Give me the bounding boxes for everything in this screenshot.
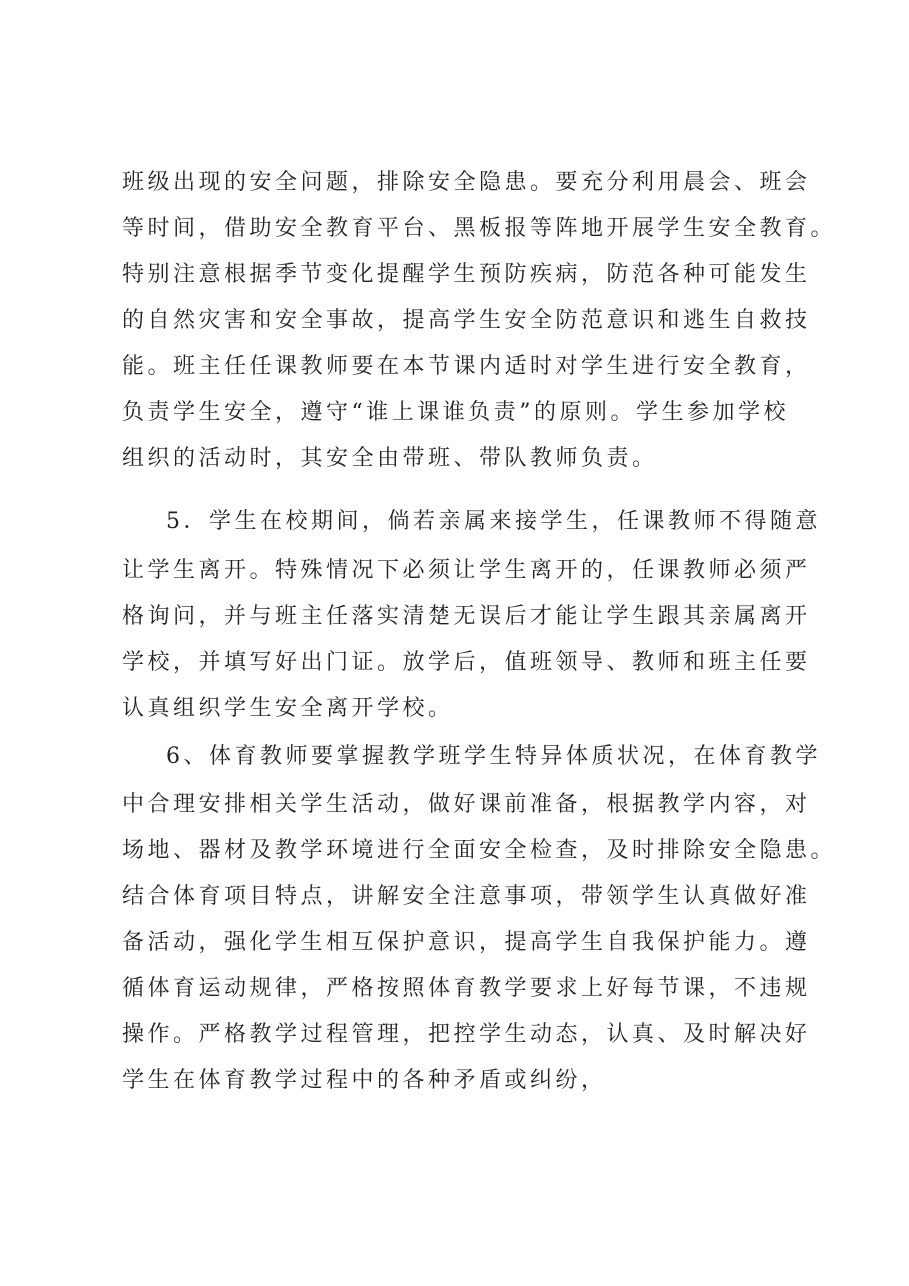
text-line: 中合理安排相关学生活动，做好课前准备，根据教学内容，对	[122, 792, 811, 817]
text-line: 格询问，并与班主任落实清楚无误后才能让学生跟其亲属离开	[122, 604, 811, 629]
text-line: 班级出现的安全问题，排除安全隐患。要充分利用晨会、班会	[122, 170, 811, 195]
paragraph-5-first-line: 5．学生在校期间，倘若亲属来接学生，任课教师不得随意	[166, 509, 821, 534]
text-line: 认真组织学生安全离开学校。	[122, 696, 454, 721]
text-line: 场地、器材及教学环境进行全面安全检查，及时排除安全隐患。	[122, 838, 837, 863]
text-line: 结合体育项目特点，讲解安全注意事项，带领学生认真做好准	[122, 884, 811, 909]
text-line: 循体育运动规律，严格按照体育教学要求上好每节课，不违规	[122, 976, 811, 1001]
text-line: 学校，并填写好出门证。放学后，值班领导、教师和班主任要	[122, 650, 811, 675]
text-line: 备活动，强化学生相互保护意识，提高学生自我保护能力。遵	[122, 930, 811, 955]
text-line: 让学生离开。特殊情况下必须让学生离开的，任课教师必须严	[122, 558, 811, 583]
text-line: 特别注意根据季节变化提醒学生预防疾病，防范各种可能发生	[122, 262, 811, 287]
text-line: 学生在体育教学过程中的各种矛盾或纠纷，	[122, 1068, 607, 1093]
text-line: 的自然灾害和安全事故，提高学生安全防范意识和逃生自救技	[122, 308, 811, 333]
text-line: 负责学生安全，遵守“谁上课谁负责”的原则。学生参加学校	[122, 400, 789, 425]
paragraph-6-first-line: 6、体育教师要掌握教学班学生特异体质状况，在体育教学	[166, 744, 821, 769]
text-line: 能。班主任任课教师要在本节课内适时对学生进行安全教育，	[122, 354, 811, 379]
text-line: 组织的活动时，其安全由带班、带队教师负责。	[122, 446, 658, 471]
text-line: 操作。严格教学过程管理，把控学生动态，认真、及时解决好	[122, 1022, 811, 1047]
text-line: 等时间，借助安全教育平台、黑板报等阵地开展学生安全教育。	[122, 216, 837, 241]
